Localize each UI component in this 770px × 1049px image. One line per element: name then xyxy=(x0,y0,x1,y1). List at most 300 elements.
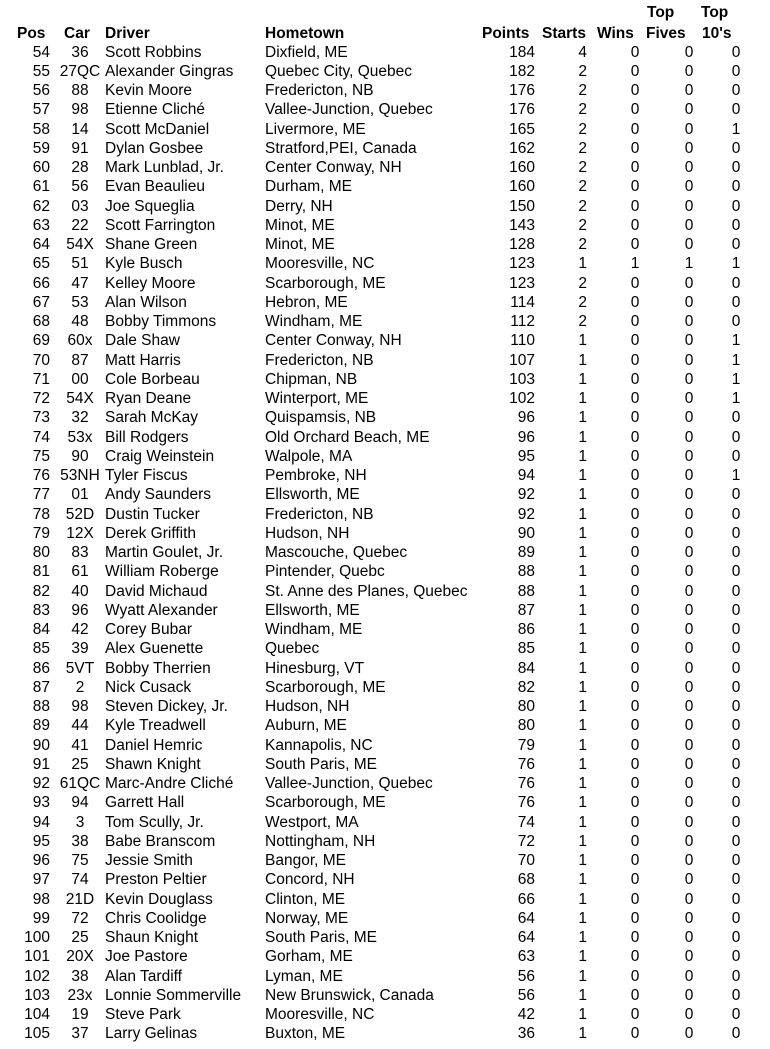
table-row xyxy=(0,1024,770,1043)
cell-car: 90 xyxy=(71,447,89,465)
cell-hometown: Stratford,PEI, Canada xyxy=(265,139,417,157)
cell-hometown: Ellsworth, ME xyxy=(265,486,360,504)
table-row xyxy=(0,562,770,581)
cell-top-tens: 0 xyxy=(731,621,741,639)
cell-car: 47 xyxy=(71,274,89,292)
table-row xyxy=(0,447,770,466)
cell-hometown: Quispamsis, NB xyxy=(265,409,377,427)
cell-wins: 0 xyxy=(630,178,640,196)
cell-hometown: Nottingham, NH xyxy=(265,832,376,850)
cell-hometown: South Paris, ME xyxy=(265,929,377,947)
cell-hometown: Windham, ME xyxy=(265,621,363,639)
table-row xyxy=(0,736,770,755)
cell-hometown: St. Anne des Planes, Quebec xyxy=(265,582,468,600)
cell-starts: 2 xyxy=(578,101,587,119)
cell-pos: 87 xyxy=(32,678,50,696)
cell-points: 63 xyxy=(517,948,535,966)
cell-pos: 57 xyxy=(32,101,50,119)
cell-car: 00 xyxy=(71,370,89,388)
cell-top-fives: 0 xyxy=(684,486,694,504)
table-row xyxy=(0,100,770,119)
cell-points: 110 xyxy=(510,332,535,350)
cell-top-tens: 0 xyxy=(731,986,741,1004)
cell-top-tens: 0 xyxy=(731,698,741,716)
cell-pos: 89 xyxy=(32,717,50,735)
cell-points: 114 xyxy=(510,293,535,311)
cell-top-fives: 0 xyxy=(684,43,694,61)
cell-driver: Evan Beaulieu xyxy=(105,178,205,196)
table-row xyxy=(0,254,770,273)
cell-top-tens: 0 xyxy=(731,82,741,100)
cell-driver: Nick Cusack xyxy=(105,678,192,696)
cell-driver: Andy Saunders xyxy=(105,486,211,504)
cell-points: 90 xyxy=(517,524,535,542)
cell-points: 176 xyxy=(509,82,535,100)
cell-wins: 0 xyxy=(630,159,640,177)
header-driver: Driver xyxy=(105,25,150,42)
cell-points: 162 xyxy=(509,139,535,157)
cell-wins: 0 xyxy=(630,717,640,735)
cell-wins: 0 xyxy=(630,563,640,581)
cell-car: 74 xyxy=(71,871,89,889)
cell-top-fives: 0 xyxy=(684,736,694,754)
table-row xyxy=(0,639,770,658)
cell-top-fives: 0 xyxy=(684,717,694,735)
cell-pos: 93 xyxy=(32,794,50,812)
cell-starts: 1 xyxy=(578,909,587,927)
cell-wins: 0 xyxy=(630,43,640,61)
cell-wins: 0 xyxy=(630,293,640,311)
cell-hometown: South Paris, ME xyxy=(265,755,377,773)
table-row xyxy=(0,331,770,350)
cell-hometown: Mooresville, NC xyxy=(265,1006,375,1024)
cell-driver: Scott McDaniel xyxy=(105,120,210,138)
cell-top-fives: 0 xyxy=(684,332,694,350)
cell-wins: 0 xyxy=(630,505,640,523)
table-row xyxy=(0,697,770,716)
table-row xyxy=(0,524,770,543)
cell-car: 40 xyxy=(71,582,89,600)
cell-wins: 0 xyxy=(630,332,640,350)
cell-car: 22 xyxy=(71,216,89,234)
cell-starts: 1 xyxy=(578,1025,587,1043)
cell-top-fives: 0 xyxy=(684,62,694,80)
cell-hometown: Old Orchard Beach, ME xyxy=(265,428,430,446)
cell-points: 56 xyxy=(517,986,535,1004)
cell-driver: Alexander Gingras xyxy=(105,62,234,80)
cell-pos: 58 xyxy=(32,120,50,138)
cell-starts: 1 xyxy=(578,467,587,485)
cell-hometown: Vallee-Junction, Quebec xyxy=(265,775,433,793)
cell-driver: Steven Dickey, Jr. xyxy=(105,698,228,716)
header-top-tens-line1: Top xyxy=(701,4,729,21)
table-row xyxy=(0,793,770,812)
cell-hometown: Auburn, ME xyxy=(265,717,347,735)
cell-points: 64 xyxy=(517,929,535,947)
cell-hometown: Clinton, ME xyxy=(265,890,346,908)
cell-top-fives: 0 xyxy=(684,82,694,100)
cell-top-tens: 0 xyxy=(731,640,741,658)
cell-points: 56 xyxy=(517,967,535,985)
cell-hometown: Pintender, Quebc xyxy=(265,563,385,581)
cell-starts: 1 xyxy=(578,582,587,600)
cell-pos: 55 xyxy=(32,62,50,80)
cell-top-fives: 0 xyxy=(684,582,694,600)
table-row xyxy=(0,139,770,158)
cell-top-fives: 0 xyxy=(684,832,694,850)
cell-driver: Corey Bubar xyxy=(105,621,193,639)
cell-top-tens: 0 xyxy=(731,890,741,908)
cell-hometown: Minot, ME xyxy=(265,216,335,234)
cell-hometown: Lyman, ME xyxy=(265,967,343,985)
cell-top-tens: 0 xyxy=(731,967,741,985)
cell-wins: 0 xyxy=(630,698,640,716)
table-row xyxy=(0,813,770,832)
table-row xyxy=(0,870,770,889)
cell-top-tens: 0 xyxy=(731,948,741,966)
cell-top-fives: 0 xyxy=(684,1025,694,1043)
table-row xyxy=(0,928,770,947)
table-row xyxy=(0,967,770,986)
cell-top-fives: 0 xyxy=(684,409,694,427)
cell-driver: Derek Griffith xyxy=(105,524,197,542)
cell-top-tens: 0 xyxy=(731,236,741,254)
cell-pos: 83 xyxy=(32,601,50,619)
cell-wins: 0 xyxy=(630,986,640,1004)
cell-car: 91 xyxy=(71,139,89,157)
cell-pos: 59 xyxy=(32,139,50,157)
table-row xyxy=(0,620,770,639)
cell-points: 88 xyxy=(517,582,535,600)
cell-top-fives: 0 xyxy=(684,794,694,812)
cell-pos: 90 xyxy=(32,736,50,754)
table-row xyxy=(0,986,770,1005)
cell-points: 184 xyxy=(509,43,535,61)
cell-hometown: Scarborough, ME xyxy=(265,794,386,812)
cell-driver: Craig Weinstein xyxy=(105,447,215,465)
cell-starts: 4 xyxy=(578,43,587,61)
cell-car: 38 xyxy=(71,832,89,850)
cell-driver: Steve Park xyxy=(105,1006,181,1024)
cell-pos: 65 xyxy=(32,255,50,273)
cell-top-tens: 0 xyxy=(731,178,741,196)
cell-hometown: Pembroke, NH xyxy=(265,467,367,485)
cell-top-tens: 0 xyxy=(731,274,741,292)
cell-top-fives: 0 xyxy=(684,852,694,870)
cell-points: 103 xyxy=(509,370,535,388)
cell-pos: 73 xyxy=(32,409,50,427)
cell-points: 80 xyxy=(517,717,535,735)
cell-points: 85 xyxy=(517,640,535,658)
cell-top-tens: 1 xyxy=(731,120,741,138)
cell-starts: 2 xyxy=(578,120,587,138)
cell-points: 143 xyxy=(509,216,535,234)
cell-car: 56 xyxy=(71,178,89,196)
table-row xyxy=(0,120,770,139)
cell-top-fives: 0 xyxy=(684,813,694,831)
cell-top-fives: 0 xyxy=(684,274,694,292)
cell-driver: Scott Robbins xyxy=(105,43,202,61)
cell-pos: 96 xyxy=(32,852,50,870)
cell-starts: 1 xyxy=(578,929,587,947)
cell-driver: Jessie Smith xyxy=(105,852,193,870)
cell-driver: Tyler Fiscus xyxy=(105,467,188,485)
cell-driver: Joe Squeglia xyxy=(105,197,195,215)
cell-starts: 1 xyxy=(578,505,587,523)
cell-pos: 98 xyxy=(32,890,50,908)
cell-points: 70 xyxy=(517,852,535,870)
cell-hometown: Westport, MA xyxy=(265,813,359,831)
cell-top-tens: 0 xyxy=(731,563,741,581)
cell-top-tens: 1 xyxy=(731,255,741,273)
cell-wins: 0 xyxy=(630,409,640,427)
cell-starts: 1 xyxy=(578,717,587,735)
cell-points: 182 xyxy=(509,62,535,80)
cell-starts: 1 xyxy=(578,563,587,581)
cell-starts: 2 xyxy=(578,216,587,234)
cell-top-tens: 0 xyxy=(731,486,741,504)
cell-top-fives: 0 xyxy=(684,467,694,485)
cell-pos: 70 xyxy=(32,351,50,369)
cell-starts: 1 xyxy=(578,640,587,658)
cell-points: 88 xyxy=(517,563,535,581)
cell-driver: Shawn Knight xyxy=(105,755,201,773)
cell-wins: 0 xyxy=(630,101,640,119)
cell-car: 83 xyxy=(71,544,89,562)
cell-points: 74 xyxy=(517,813,535,831)
cell-car: 37 xyxy=(71,1025,89,1043)
cell-hometown: Quebec City, Quebec xyxy=(265,62,413,80)
cell-hometown: Scarborough, ME xyxy=(265,678,386,696)
cell-top-tens: 1 xyxy=(731,467,741,485)
cell-hometown: Hebron, ME xyxy=(265,293,348,311)
table-row xyxy=(0,716,770,735)
cell-points: 79 xyxy=(517,736,535,754)
table-row xyxy=(0,351,770,370)
cell-hometown: Concord, NH xyxy=(265,871,355,889)
cell-wins: 0 xyxy=(630,659,640,677)
cell-starts: 1 xyxy=(578,736,587,754)
cell-top-fives: 0 xyxy=(684,120,694,138)
cell-hometown: Durham, ME xyxy=(265,178,352,196)
cell-wins: 0 xyxy=(630,582,640,600)
cell-top-tens: 0 xyxy=(731,428,741,446)
header-pos: Pos xyxy=(17,25,46,42)
cell-driver: Kyle Treadwell xyxy=(105,717,206,735)
cell-pos: 56 xyxy=(32,82,50,100)
cell-top-fives: 0 xyxy=(684,659,694,677)
cell-top-fives: 0 xyxy=(684,755,694,773)
cell-top-fives: 0 xyxy=(684,640,694,658)
cell-starts: 2 xyxy=(578,293,587,311)
cell-car: 51 xyxy=(71,255,89,273)
cell-pos: 99 xyxy=(32,909,50,927)
cell-top-fives: 0 xyxy=(684,544,694,562)
cell-points: 96 xyxy=(517,409,535,427)
cell-wins: 0 xyxy=(630,621,640,639)
cell-starts: 2 xyxy=(578,159,587,177)
cell-pos: 92 xyxy=(32,775,50,793)
cell-points: 42 xyxy=(517,1006,535,1024)
cell-top-tens: 0 xyxy=(731,62,741,80)
table-body xyxy=(0,43,770,1044)
cell-wins: 0 xyxy=(630,909,640,927)
cell-wins: 0 xyxy=(630,929,640,947)
cell-pos: 82 xyxy=(32,582,50,600)
cell-top-tens: 0 xyxy=(731,159,741,177)
cell-starts: 1 xyxy=(578,813,587,831)
cell-points: 76 xyxy=(517,775,535,793)
cell-top-fives: 0 xyxy=(684,698,694,716)
header-hometown: Hometown xyxy=(265,25,345,42)
table-row xyxy=(0,582,770,601)
cell-top-tens: 0 xyxy=(731,852,741,870)
cell-car: 54X xyxy=(66,236,94,254)
cell-top-fives: 0 xyxy=(684,370,694,388)
cell-top-fives: 0 xyxy=(684,775,694,793)
cell-pos: 97 xyxy=(32,871,50,889)
cell-points: 92 xyxy=(517,486,535,504)
cell-starts: 1 xyxy=(578,986,587,1004)
cell-car: 54X xyxy=(66,390,94,408)
cell-starts: 1 xyxy=(578,698,587,716)
cell-starts: 1 xyxy=(578,948,587,966)
cell-starts: 1 xyxy=(578,852,587,870)
cell-wins: 0 xyxy=(630,370,640,388)
cell-wins: 0 xyxy=(630,62,640,80)
table-row xyxy=(0,543,770,562)
table-row xyxy=(0,62,770,81)
table-row xyxy=(0,81,770,100)
cell-wins: 0 xyxy=(630,467,640,485)
cell-top-tens: 0 xyxy=(731,197,741,215)
table-row xyxy=(0,43,770,62)
cell-car: 87 xyxy=(71,351,89,369)
cell-hometown: Norway, ME xyxy=(265,909,349,927)
cell-hometown: Hudson, NH xyxy=(265,698,350,716)
cell-points: 76 xyxy=(517,755,535,773)
cell-top-fives: 0 xyxy=(684,563,694,581)
cell-points: 95 xyxy=(517,447,535,465)
cell-points: 94 xyxy=(517,467,535,485)
cell-starts: 1 xyxy=(578,794,587,812)
cell-top-fives: 0 xyxy=(684,351,694,369)
cell-car: 20X xyxy=(66,948,94,966)
cell-top-tens: 0 xyxy=(731,101,741,119)
cell-starts: 2 xyxy=(578,313,587,331)
cell-car: 42 xyxy=(71,621,89,639)
cell-points: 102 xyxy=(509,390,535,408)
table-row xyxy=(0,293,770,312)
cell-hometown: Walpole, MA xyxy=(265,447,353,465)
cell-starts: 1 xyxy=(578,871,587,889)
cell-wins: 0 xyxy=(630,428,640,446)
cell-pos: 86 xyxy=(32,659,50,677)
cell-hometown: Kannapolis, NC xyxy=(265,736,373,754)
cell-wins: 0 xyxy=(630,216,640,234)
cell-starts: 1 xyxy=(578,544,587,562)
cell-car: 2 xyxy=(75,678,85,696)
cell-wins: 0 xyxy=(630,755,640,773)
cell-points: 160 xyxy=(509,159,535,177)
cell-hometown: Fredericton, NB xyxy=(265,351,374,369)
cell-top-tens: 0 xyxy=(731,601,741,619)
cell-points: 82 xyxy=(517,678,535,696)
cell-wins: 0 xyxy=(630,524,640,542)
cell-top-fives: 0 xyxy=(684,313,694,331)
cell-top-tens: 0 xyxy=(731,409,741,427)
cell-car: 44 xyxy=(71,717,89,735)
cell-starts: 1 xyxy=(578,332,587,350)
cell-driver: Kyle Busch xyxy=(105,255,183,273)
cell-driver: Tom Scully, Jr. xyxy=(105,813,204,831)
cell-pos: 95 xyxy=(32,832,50,850)
cell-starts: 1 xyxy=(578,486,587,504)
header-wins: Wins xyxy=(597,25,634,42)
cell-top-tens: 1 xyxy=(731,390,741,408)
cell-wins: 0 xyxy=(630,775,640,793)
cell-wins: 0 xyxy=(630,852,640,870)
cell-driver: Bill Rodgers xyxy=(105,428,189,446)
table-row xyxy=(0,832,770,851)
cell-wins: 1 xyxy=(630,255,640,273)
cell-starts: 1 xyxy=(578,775,587,793)
cell-driver: Preston Peltier xyxy=(105,871,207,889)
cell-pos: 60 xyxy=(32,159,50,177)
cell-driver: Bobby Timmons xyxy=(105,313,217,331)
cell-car: 61QC xyxy=(59,775,101,793)
cell-car: 01 xyxy=(71,486,89,504)
cell-car: 36 xyxy=(71,43,89,61)
header-car: Car xyxy=(64,25,90,42)
cell-top-tens: 0 xyxy=(731,293,741,311)
cell-car: 32 xyxy=(71,409,89,427)
cell-driver: Joe Pastore xyxy=(105,948,188,966)
cell-points: 123 xyxy=(509,255,535,273)
cell-top-tens: 0 xyxy=(731,736,741,754)
table-row xyxy=(0,485,770,504)
cell-top-fives: 0 xyxy=(684,909,694,927)
cell-points: 84 xyxy=(517,659,535,677)
cell-hometown: Buxton, ME xyxy=(265,1025,346,1043)
cell-pos: 68 xyxy=(32,313,50,331)
cell-car: 61 xyxy=(71,563,89,581)
cell-driver: Babe Branscom xyxy=(105,832,216,850)
cell-pos: 91 xyxy=(32,755,50,773)
table-row xyxy=(0,659,770,678)
cell-top-fives: 0 xyxy=(684,139,694,157)
cell-wins: 0 xyxy=(630,601,640,619)
cell-car: 52D xyxy=(65,505,95,523)
cell-hometown: Center Conway, NH xyxy=(265,332,402,350)
cell-starts: 1 xyxy=(578,967,587,985)
cell-hometown: Quebec xyxy=(265,640,320,658)
cell-car: 75 xyxy=(71,852,89,870)
cell-pos: 63 xyxy=(32,216,50,234)
cell-hometown: Scarborough, ME xyxy=(265,274,386,292)
cell-wins: 0 xyxy=(630,120,640,138)
cell-wins: 0 xyxy=(630,832,640,850)
table-row xyxy=(0,774,770,793)
cell-starts: 1 xyxy=(578,370,587,388)
cell-hometown: Windham, ME xyxy=(265,313,363,331)
cell-driver: Alan Tardiff xyxy=(105,967,182,985)
cell-driver: Scott Farrington xyxy=(105,216,216,234)
cell-starts: 2 xyxy=(578,274,587,292)
cell-top-fives: 0 xyxy=(684,293,694,311)
table-row xyxy=(0,601,770,620)
cell-top-tens: 0 xyxy=(731,659,741,677)
